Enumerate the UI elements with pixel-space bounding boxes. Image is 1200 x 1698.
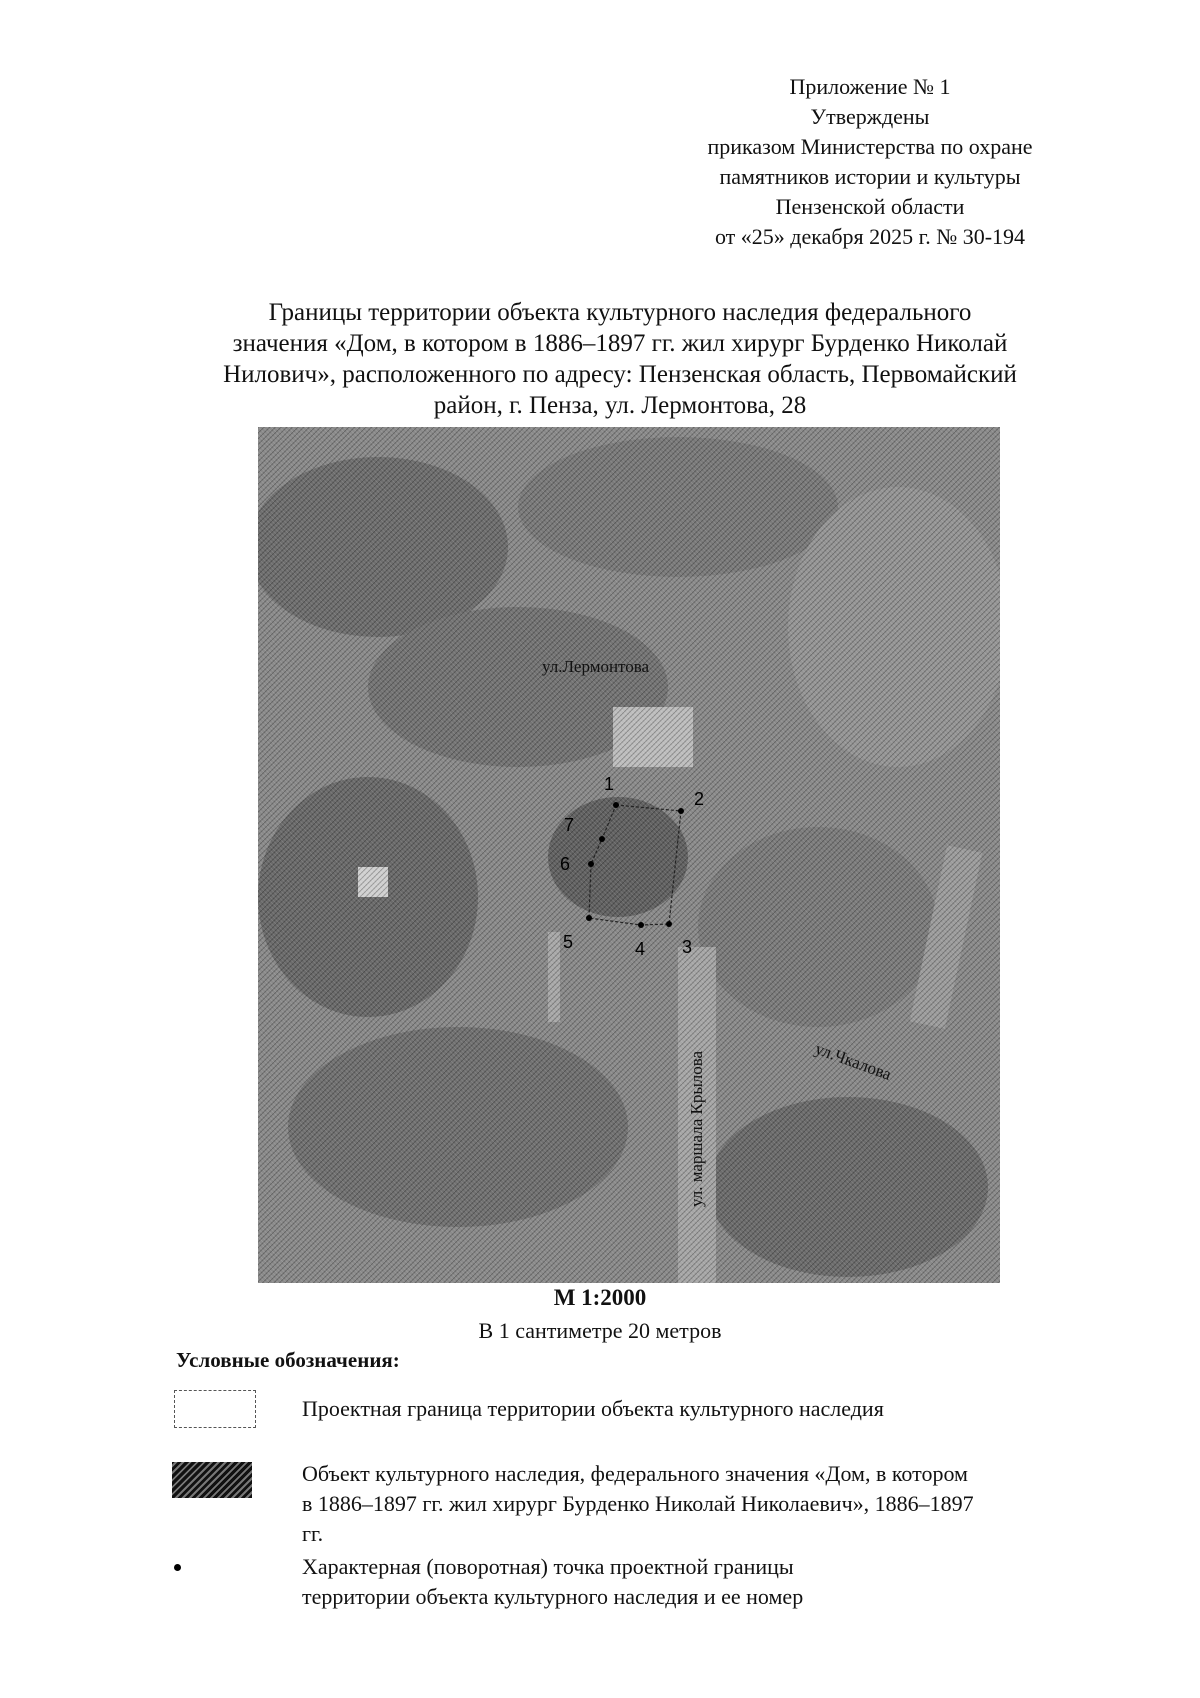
approval-block [640, 72, 1100, 252]
title-line: район, г. Пенза, ул. Лермонтова, 28 [433, 392, 807, 419]
document-title [150, 297, 1090, 421]
legend-point-text [302, 1552, 1102, 1612]
street-label-lermontova: ул.Лермонтова [542, 657, 650, 676]
legend-object-line: Объект культурного наследия, федерального значения «Дом, в котором [302, 1461, 968, 1486]
map-scale: М 1:2000 [553, 1285, 647, 1310]
satellite-map [258, 427, 1000, 1283]
legend-object-text [302, 1459, 1102, 1549]
point-label-1: 1 [604, 774, 615, 794]
point-label-7: 7 [564, 815, 575, 835]
heritage-object-legend-symbol [172, 1462, 252, 1498]
title-line: Границы территории объекта культурного наследия федерального [268, 299, 972, 326]
map-scale-description: В 1 сантиметре 20 метров [478, 1318, 722, 1343]
legend-point-line: территории объекта культурного наследия и ее номер [302, 1584, 804, 1609]
point-label-4: 4 [635, 939, 646, 959]
approval-line: Пензенской области [775, 194, 965, 219]
legend-title: Условные обозначения: [176, 1348, 400, 1372]
approval-line: приказом Министерства по охране [707, 134, 1033, 159]
approval-line: памятников истории и культуры [719, 164, 1021, 189]
boundary-legend-symbol [174, 1390, 256, 1428]
boundary-point-4 [638, 922, 644, 928]
boundary-point-5 [586, 915, 592, 921]
title-line: значения «Дом, в котором в 1886–1897 гг. жил хирург Бурденко Николай [232, 330, 1008, 357]
legend-point-line: Характерная (поворотная) точка проектной границы [302, 1554, 794, 1579]
point-legend-symbol [174, 1564, 181, 1571]
title-line: Нилович», расположенного по адресу: Пензенская область, Первомайский [223, 361, 1017, 388]
legend-object-line: гг. [302, 1521, 324, 1546]
point-label-6: 6 [560, 854, 571, 874]
map-hatch-overlay-2 [258, 427, 1000, 1283]
point-label-3: 3 [682, 937, 693, 957]
approval-line: Приложение № 1 [789, 74, 951, 99]
boundary-point-7 [599, 836, 605, 842]
street-label-krylova: ул. маршала Крылова [687, 1050, 706, 1207]
boundary-point-2 [678, 808, 684, 814]
point-label-5: 5 [563, 932, 574, 952]
approval-line: от «25» декабря 2025 г. № 30-194 [714, 224, 1026, 249]
boundary-point-6 [588, 861, 594, 867]
approval-line: Утверждены [810, 104, 930, 129]
legend-object-line: в 1886–1897 гг. жил хирург Бурденко Николай Николаевич», 1886–1897 [302, 1491, 974, 1516]
street-label-chkalova: ул.Чкалова [812, 1038, 894, 1084]
boundary-point-1 [613, 802, 619, 808]
point-label-2: 2 [694, 789, 705, 809]
boundary-point-3 [666, 921, 672, 927]
legend-boundary-text: Проектная граница территории объекта культурного наследия [302, 1396, 884, 1421]
